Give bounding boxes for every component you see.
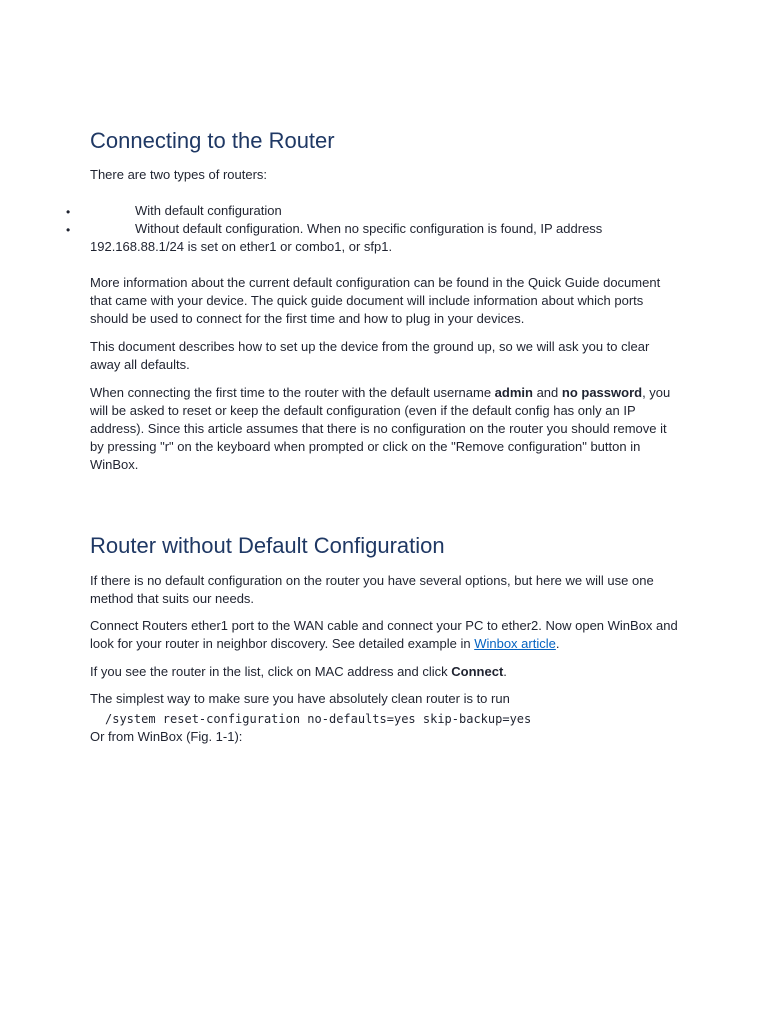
code-command: /system reset-configuration no-defaults=yes skip-backup=yes [105,712,532,726]
intro-text: There are two types of routers: [90,167,268,182]
paragraph-default-config: More information about the current default configuration can be found in the Quick Guide document that came with your device. The quick guide document will include information about which ports should be used to connect for the first time and how to plug in your devices. [90,275,661,326]
list-item-continuation: 192.168.88.1/24 is set on ether1 or combo1, or sfp1. [90,239,393,254]
paragraph-ground-up: This document describes how to set up the device from the ground up, so we will ask you to clear away all defaults. [90,339,650,372]
no-password: no password [561,385,643,400]
connect-label: Connect [451,664,504,679]
paragraph-connect-routers: Connect Routers ether1 port to the WAN cable and connect your PC to ether2. Now open WinBox and look for your router in neighbor discovery. See detailed example in Winbox article. [90,618,678,651]
username-admin: admin [494,385,533,400]
section-heading-connecting: Connecting to the Router [90,128,335,153]
paragraph-mac-connect: If you see the router in the list, click on MAC address and click Connect. [90,664,507,679]
section-heading-no-default: Router without Default Configuration [90,533,445,558]
list-item: Without default configuration. When no specific configuration is found, IP address [135,221,603,236]
bullet-marker: • [66,205,71,219]
paragraph-from-winbox: Or from WinBox (Fig. 1-1): [90,729,243,744]
list-item: With default configuration [135,203,282,218]
paragraph-options: If there is no default configuration on the router you have several options, but here we will use one method that suits our needs. [90,573,654,606]
paragraph-simplest-way: The simplest way to make sure you have absolutely clean router is to run [90,691,510,706]
bullet-marker: • [66,223,71,237]
winbox-article-link[interactable]: Winbox article [474,636,556,651]
paragraph-first-connect: When connecting the first time to the router with the default username admin and no password, you will be asked to reset or keep the default configuration (even if the default config has only an IP address). Since this article assumes that there is no configuration on the router you should remove it by pressing "r" on the keyboard when prompted or click on the "Remove configuration" button in WinBox. [90,385,671,472]
